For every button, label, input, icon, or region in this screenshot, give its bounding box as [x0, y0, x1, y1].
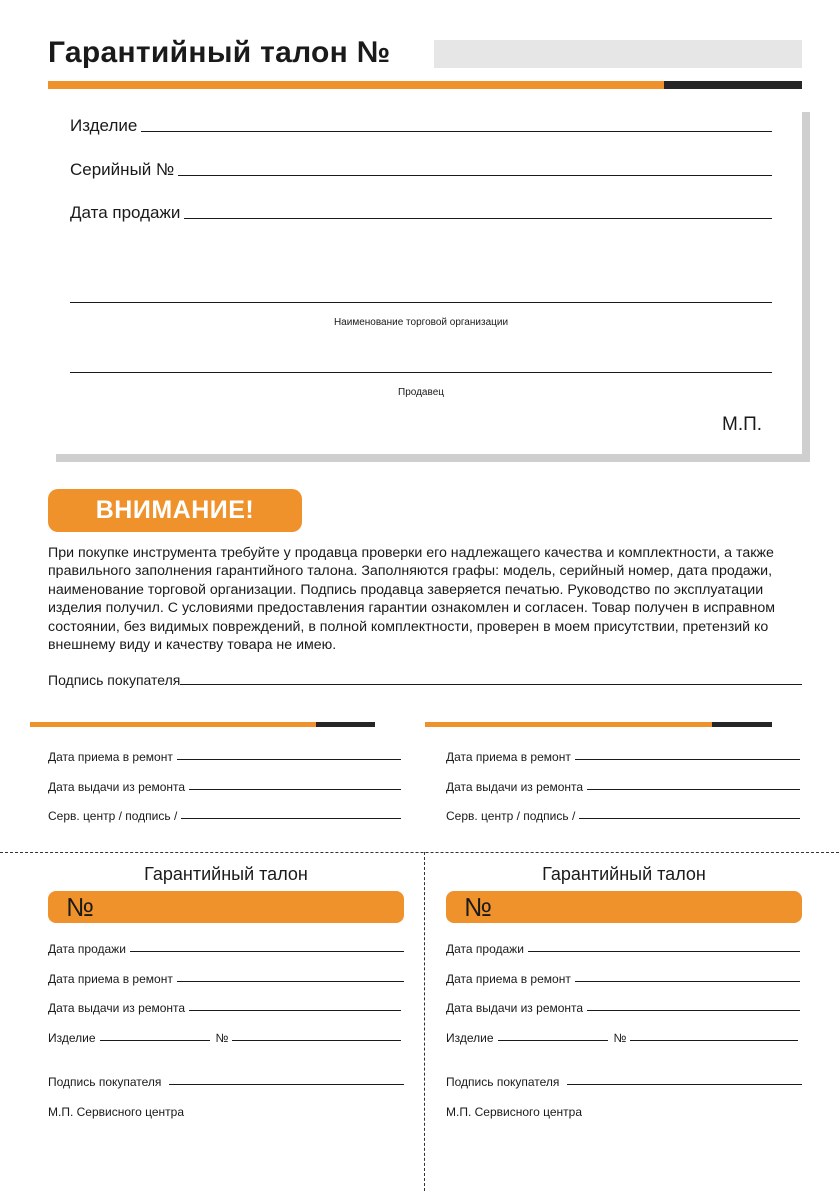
coupon-left-signature-row: [48, 1075, 404, 1089]
coupon-left-sale-date-row: [48, 942, 404, 956]
received-label: Дата приема в ремонт: [446, 972, 571, 986]
number-sign: №: [66, 891, 94, 922]
buyer-signature-field[interactable]: [180, 683, 802, 685]
service-field[interactable]: [181, 817, 401, 819]
repair-right-service-row: [446, 809, 800, 823]
coupon-left-number-field[interactable]: [48, 891, 404, 923]
sale-date-field[interactable]: [130, 950, 404, 952]
repair-right-accent-bar: [425, 722, 712, 727]
coupon-right-stamp-label: М.П. Сервисного центра: [446, 1105, 583, 1119]
issued-field[interactable]: [587, 788, 800, 790]
coupon-right-sale-date-row: [446, 942, 800, 956]
cut-line-horizontal: [0, 852, 839, 853]
buyer-signature-label: Подпись покупателя: [48, 672, 181, 688]
attention-badge: ВНИМАНИЕ!: [48, 489, 302, 532]
cut-line-vertical: [424, 852, 425, 1191]
coupon-right-received-row: [446, 972, 800, 986]
signature-label: Подпись покупателя: [446, 1075, 560, 1089]
issued-field[interactable]: [189, 1009, 401, 1011]
product-row: [70, 116, 772, 136]
stamp-label: М.П.: [722, 414, 763, 435]
serial-label: Серийный №: [70, 160, 175, 179]
product-number-field[interactable]: [232, 1039, 401, 1041]
received-label: Дата приема в ремонт: [446, 750, 571, 764]
service-field[interactable]: [579, 817, 800, 819]
repair-left-dark-bar: [316, 722, 375, 727]
product-label: Изделие: [48, 1031, 96, 1045]
product-field[interactable]: [141, 130, 772, 132]
sale-date-label: Дата продажи: [446, 942, 524, 956]
coupon-left-received-row: [48, 972, 404, 986]
sale-date-label: Дата продажи: [48, 942, 126, 956]
organization-caption: Наименование торговой организации: [333, 317, 509, 328]
product-label: Изделие: [70, 116, 138, 135]
received-label: Дата приема в ремонт: [48, 972, 173, 986]
service-label: Серв. центр / подпись /: [446, 809, 576, 823]
buyer-signature-row: [48, 672, 802, 688]
seller-field[interactable]: [70, 372, 772, 373]
warranty-number-field[interactable]: [434, 40, 802, 68]
issued-label: Дата выдачи из ремонта: [446, 780, 584, 794]
service-label: Серв. центр / подпись /: [48, 809, 178, 823]
sale-date-field[interactable]: [184, 217, 772, 219]
repair-right-received-row: [446, 750, 800, 764]
number-label: №: [613, 1031, 627, 1045]
coupon-left-product-row: [48, 1031, 401, 1045]
product-field[interactable]: [100, 1039, 210, 1041]
card-shadow: [56, 454, 810, 462]
coupon-left-title: Гарантийный талон: [144, 864, 308, 884]
serial-row: [70, 160, 772, 180]
coupon-right-title: Гарантийный талон: [542, 864, 706, 884]
sale-date-field[interactable]: [528, 950, 800, 952]
coupon-right-product-row: [446, 1031, 798, 1045]
seller-caption: Продавец: [398, 387, 444, 398]
received-field[interactable]: [575, 758, 800, 760]
issued-label: Дата выдачи из ремонта: [48, 1001, 186, 1015]
sale-date-row: [70, 203, 772, 223]
repair-left-received-row: [48, 750, 401, 764]
header-dark-bar: [664, 81, 802, 89]
signature-label: Подпись покупателя: [48, 1075, 162, 1089]
coupon-right-signature-row: [446, 1075, 802, 1089]
issued-label: Дата выдачи из ремонта: [446, 1001, 584, 1015]
received-field[interactable]: [575, 980, 800, 982]
coupon-left-stamp-label: М.П. Сервисного центра: [48, 1105, 185, 1119]
repair-right-issued-row: [446, 780, 800, 794]
received-field[interactable]: [177, 758, 401, 760]
repair-right-dark-bar: [712, 722, 772, 727]
product-number-field[interactable]: [630, 1039, 798, 1041]
repair-left-service-row: [48, 809, 401, 823]
received-label: Дата приема в ремонт: [48, 750, 173, 764]
issued-field[interactable]: [189, 788, 401, 790]
serial-field[interactable]: [178, 174, 772, 176]
issued-field[interactable]: [587, 1009, 800, 1011]
sale-date-label: Дата продажи: [70, 203, 181, 222]
attention-text: При покупке инструмента требуйте у продавца проверки его надлежащего качества и комплектности, а также правильного заполнения гарантийного талона. Заполняются графы: модель, серийный номер, дата продажи, наименование торговой организации. Подпись продавца заверяется печатью. Руководство по эксплуатации изделия получил. С условиями предоставления гарантии ознакомлен и согласен. Товар получен в исправном состоянии, без видимых повреждений, в полной комплектности, проверен в моем присутствии, претензий ко внешнему виду и качеству товара не имею.: [48, 545, 776, 654]
coupon-right-number-field[interactable]: [446, 891, 802, 923]
product-field[interactable]: [498, 1039, 608, 1041]
coupon-left-issued-row: [48, 1001, 401, 1015]
header-accent-bar: [48, 81, 664, 89]
coupon-right-issued-row: [446, 1001, 800, 1015]
number-label: №: [215, 1031, 229, 1045]
signature-field[interactable]: [169, 1083, 404, 1085]
issued-label: Дата выдачи из ремонта: [48, 780, 186, 794]
signature-field[interactable]: [567, 1083, 802, 1085]
number-sign: №: [464, 891, 492, 922]
organization-field[interactable]: [70, 302, 772, 303]
repair-left-accent-bar: [30, 722, 316, 727]
card-shadow: [802, 112, 810, 462]
product-label: Изделие: [446, 1031, 494, 1045]
page-title: Гарантийный талон №: [48, 36, 391, 69]
received-field[interactable]: [177, 980, 404, 982]
repair-left-issued-row: [48, 780, 401, 794]
